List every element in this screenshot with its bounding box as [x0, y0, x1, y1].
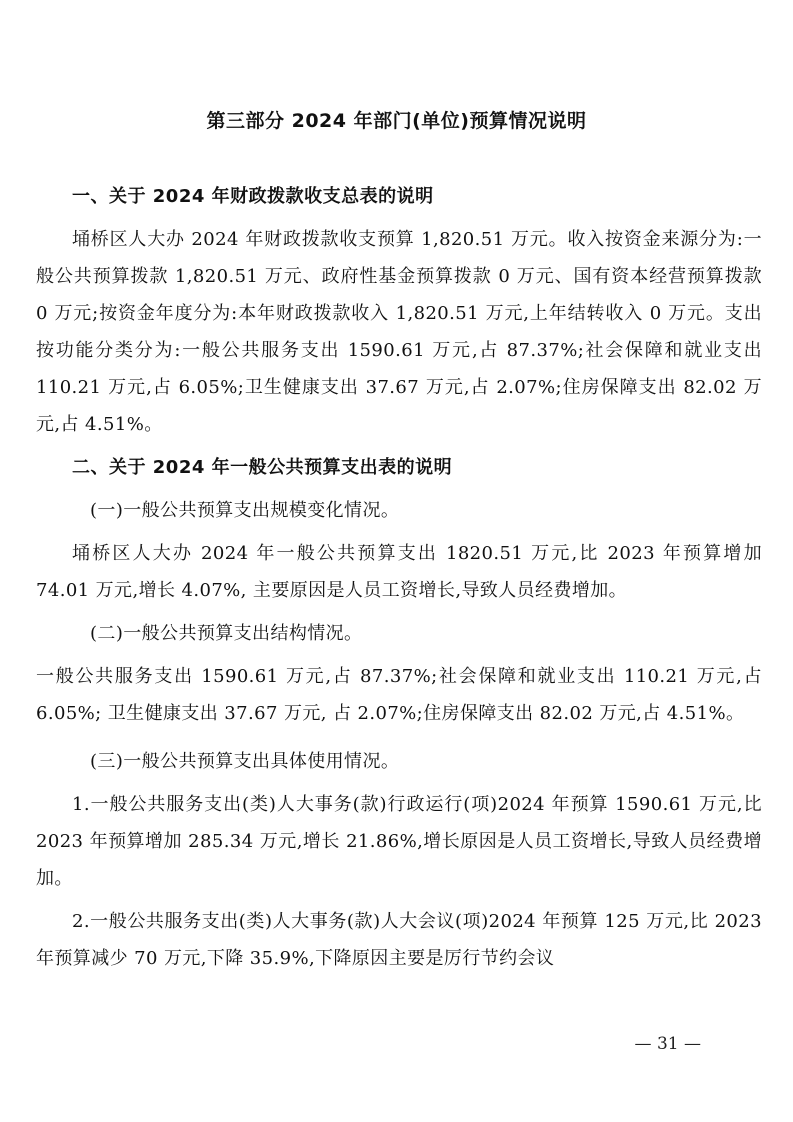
subsection3-title: (三)一般公共预算支出具体使用情况。 [90, 751, 400, 772]
section1-heading: 一、关于 2024 年财政拨款收支总表的说明 [72, 186, 434, 207]
page-number: — 31 — [634, 1034, 701, 1054]
page-title: 第三部分 2024 年部门(单位)预算情况说明 [206, 110, 587, 132]
subsection1-paragraph: 埇桥区人大办 2024 年一般公共预算支出 1820.51 万元,比 2023 年预算增加 74.01 万元,增长 4.07%, 主要原因是人员工资增长,导致人员经费增加。 [36, 543, 762, 601]
subsection3-item2: 2.一般公共服务支出(类)人大事务(款)人大会议(项)2024 年预算 125 万元,比 2023 年预算减少 70 万元,下降 35.9%,下降原因主要是厉行节约会议 [36, 911, 762, 969]
subsection2-title: (二)一般公共预算支出结构情况。 [90, 623, 363, 644]
document-body [36, 178, 762, 977]
subsection2-paragraph: 一般公共服务支出 1590.61 万元,占 87.37%;社会保障和就业支出 110.21 万元,占 6.05%; 卫生健康支出 37.67 万元, 占 2.07%;住房保障支出 82.02 万元,占 4.51%。 [36, 666, 762, 724]
section2-heading: 二、关于 2024 年一般公共预算支出表的说明 [72, 457, 453, 478]
subsection1-title: (一)一般公共预算支出规模变化情况。 [90, 500, 400, 521]
subsection3-item1: 1.一般公共服务支出(类)人大事务(款)行政运行(项)2024 年预算 1590.61 万元,比 2023 年预算增加 285.34 万元,增长 21.86%,增长原因是人员工资增长,导致人员经费增加。 [36, 794, 762, 889]
section1-paragraph: 埇桥区人大办 2024 年财政拨款收支预算 1,820.51 万元。收入按资金来源分为:一般公共预算拨款 1,820.51 万元、政府性基金预算拨款 0 万元、国有资本经营预算拨款 0 万元;按资金年度分为:本年财政拨款收入 1,820.51 万元,上年结转收入 0 万元。支出按功能分类分为:一般公共服务支出 1590.61 万元,占 87.37%;社会保障和就业支出 110.21 万元,占 6.05%;卫生健康支出 37.67 万元,占 2.07%;住房保障支出 82.02 万元,占 4.51%。 [36, 229, 762, 435]
